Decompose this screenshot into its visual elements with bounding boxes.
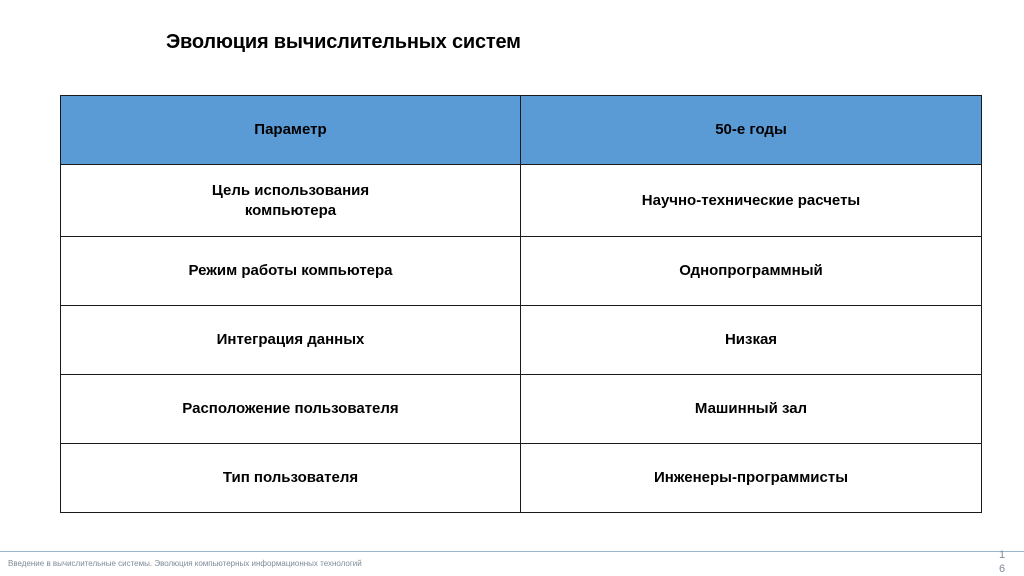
table-header-row <box>61 96 982 165</box>
header-parameter: Параметр <box>61 96 521 165</box>
row-parameter-cell: Цель использования компьютера <box>61 165 521 237</box>
table-row <box>61 165 982 237</box>
row-value-cell: Низкая <box>521 306 982 375</box>
page-number: 16 <box>998 549 1006 575</box>
row-parameter-cell: Режим работы компьютера <box>61 237 521 306</box>
table-row <box>61 375 982 444</box>
row-parameter-cell: Интеграция данных <box>61 306 521 375</box>
row-value-cell: Научно-технические расчеты <box>521 165 982 237</box>
table-row <box>61 237 982 306</box>
evolution-table <box>60 95 982 513</box>
header-50s: 50-е годы <box>521 96 982 165</box>
table-row <box>61 306 982 375</box>
row-parameter-cell: Расположение пользователя <box>61 375 521 444</box>
slide-title: Эволюция вычислительных систем <box>166 31 521 53</box>
row-value-cell: Инженеры-программисты <box>521 444 982 513</box>
row-value-cell: Машинный зал <box>521 375 982 444</box>
footer-divider <box>0 551 1024 552</box>
table-row <box>61 444 982 513</box>
row-value-cell: Однопрограммный <box>521 237 982 306</box>
row-parameter-cell: Тип пользователя <box>61 444 521 513</box>
footer-text: Введение в вычислительные системы. Эволюция компьютерных информационных технологий <box>8 559 362 568</box>
